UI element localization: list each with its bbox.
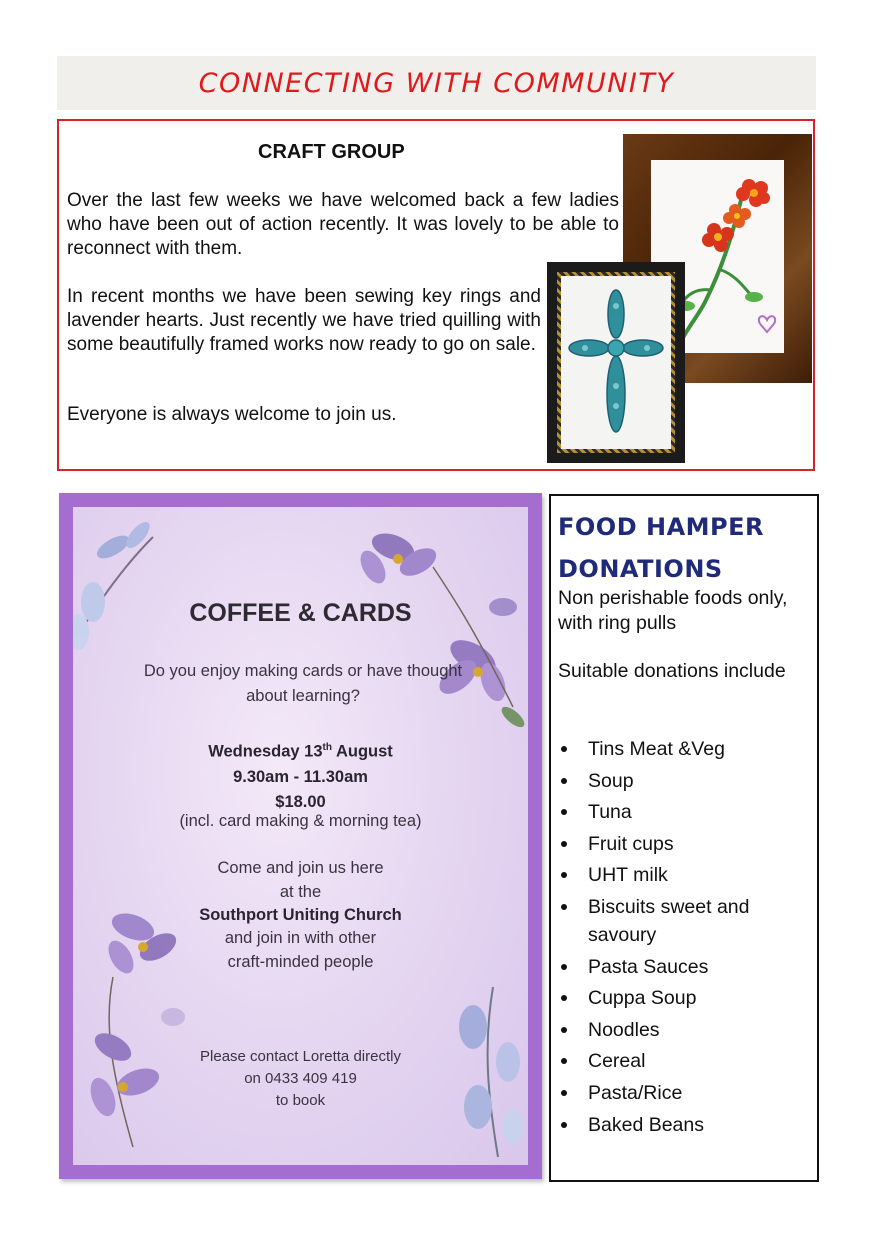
craft-paragraph-3: Everyone is always welcome to join us. [67,404,397,425]
list-item: Cereal [558,1047,808,1075]
flyer-title: COFFEE & CARDS [189,599,412,627]
list-item: Soup [558,767,808,795]
list-item: Pasta/Rice [558,1079,808,1107]
food-hamper-intro: Suitable donations include [558,660,786,682]
flyer-includes: (incl. card making & morning tea) [179,812,422,830]
bullet-icon [561,746,567,752]
list-item: Fruit cups [558,830,808,858]
donation-list [558,735,808,1142]
list-item: Tins Meat &Veg [558,735,808,763]
quilled-cross-frame-photo [547,262,685,463]
flyer-question: Do you enjoy making cards or have thought about learning? [143,662,463,705]
list-item: Noodles [558,1016,808,1044]
list-item: Pasta Sauces [558,953,808,981]
bullet-icon [561,995,567,1001]
flyer-invite: Come and join us here at the [217,859,384,901]
food-hamper-heading: FOOD HAMPER DONATIONS [558,513,764,583]
bullet-icon [561,1122,567,1128]
page-title: CONNECTING WITH COMMUNITY [198,67,675,99]
list-item: Cuppa Soup [558,984,808,1012]
flyer-time: 9.30am - 11.30am [233,767,368,786]
craft-paragraph-1: Over the last few weeks we have welcomed back a few ladies who have been out of action recently. It was lovely to be able to reconnect with them. [67,190,619,259]
flyer-join-text: and join in with other craft-minded people [224,929,377,971]
craft-paragraph-2: In recent months we have been sewing key rings and lavender hearts. Just recently we have tried quilling with some beautifully framed works now ready to go on sale. [67,286,541,355]
craft-group-heading: CRAFT GROUP [258,141,405,163]
bullet-icon [561,964,567,970]
flyer-venue: Southport Uniting Church [199,906,402,924]
coffee-cards-flyer [59,493,542,1179]
list-item: Baked Beans [558,1111,808,1139]
bullet-icon [561,841,567,847]
flyer-date: Wednesday 13th August [208,742,393,761]
bullet-icon [561,1058,567,1064]
list-item: Biscuits sweet and savoury [558,893,808,949]
flyer-contact: Please contact Loretta directly on 0433 409 419 to book [200,1048,401,1109]
bullet-icon [561,904,567,910]
bullet-icon [561,872,567,878]
flyer-event-details [73,735,528,815]
flyer-price: $18.00 [275,792,326,811]
bullet-icon [561,809,567,815]
bullet-icon [561,1090,567,1096]
page-banner [57,56,816,110]
list-item: UHT milk [558,861,808,889]
food-hamper-note: Non perishable foods only, with ring pulls [558,587,788,634]
bullet-icon [561,778,567,784]
bullet-icon [561,1027,567,1033]
list-item: Tuna [558,798,808,826]
quilled-cross-art [561,276,671,449]
